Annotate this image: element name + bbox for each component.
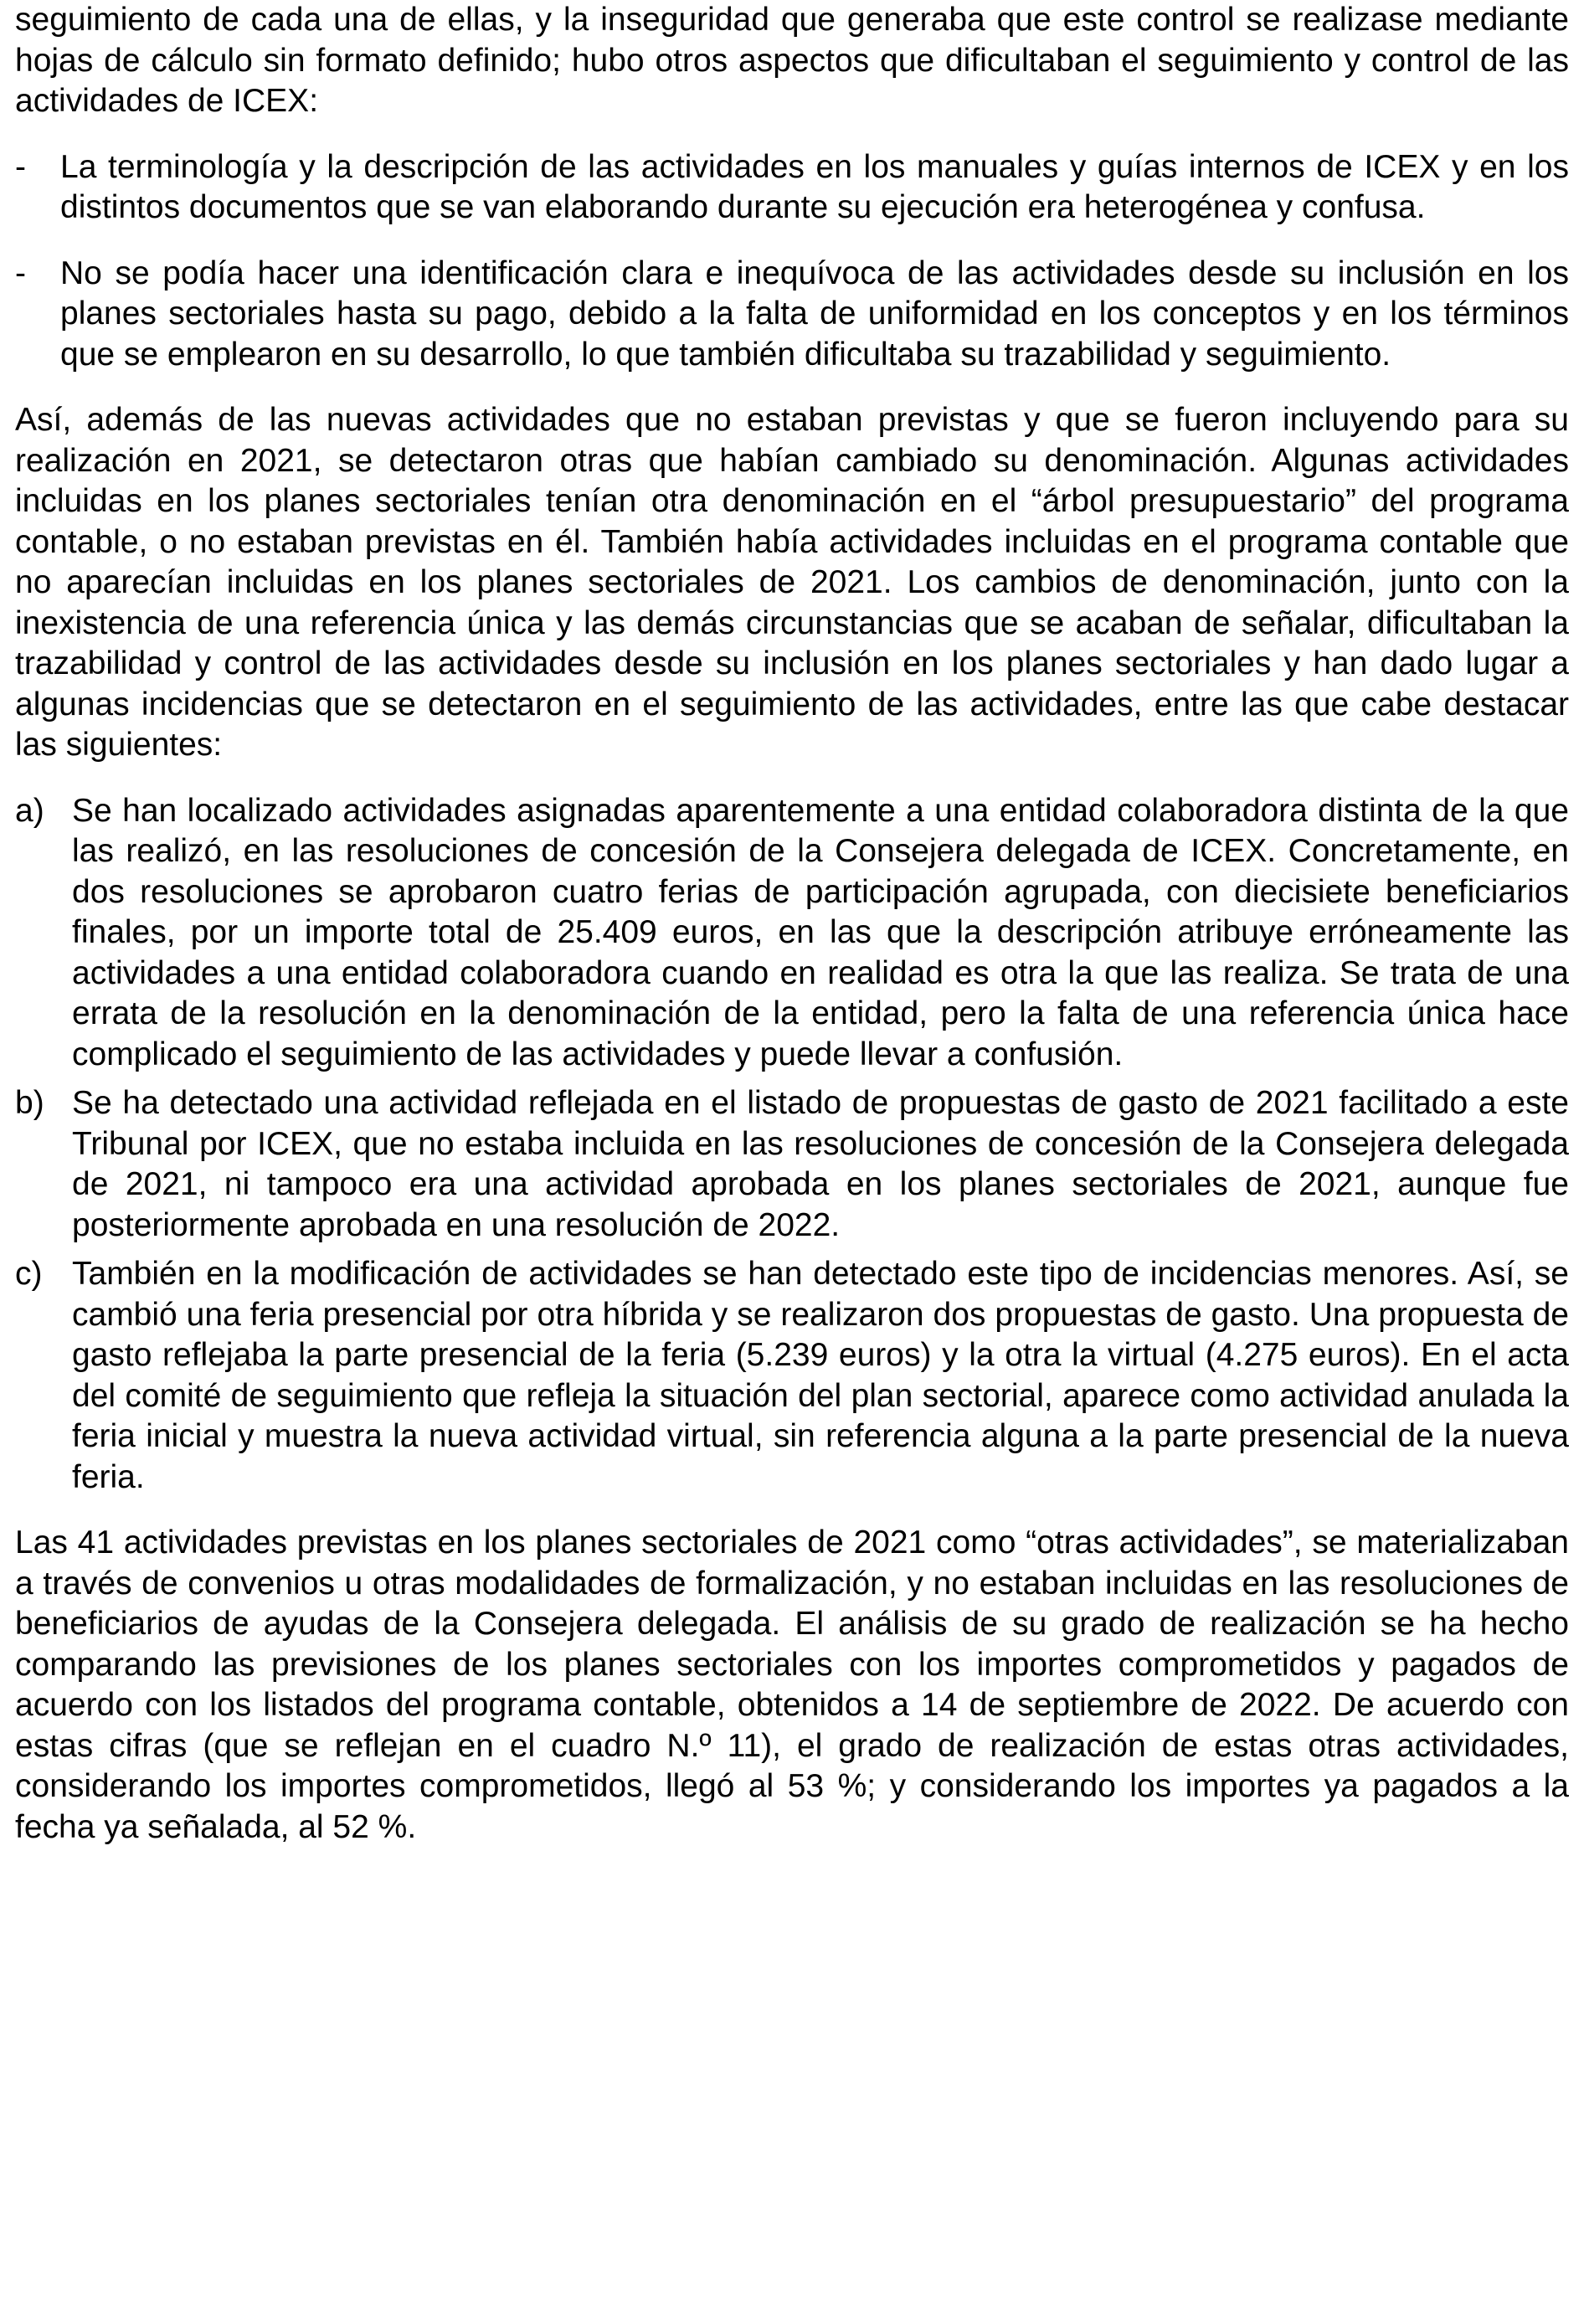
intro-paragraph: seguimiento de cada una de ellas, y la inseguridad que generaba que este control se realizase mediante hojas de cálculo sin formato definido; hubo otros aspectos que dificultaban el seguimiento y control de las actividades de ICEX:	[15, 2, 1569, 119]
list-item-text: También en la modificación de actividades se han detectado este tipo de incidencias menores. Así, se cambió una feria presencial por otra híbrida y se realizaron dos propuestas de gasto. Una propuesta de gasto reflejaba la parte presencial de la feria (5.239 euros) y la otra la virtual (4.275 euros). En el acta del comité de seguimiento que refleja la situación del plan sectorial, aparece como actividad anulada la feria inicial y muestra la nueva actividad virtual, sin referencia alguna a la parte presencial de la nueva feria.	[72, 1256, 1569, 1495]
list-item-c	[15, 1254, 1569, 1498]
list-marker: c)	[15, 1256, 43, 1292]
list-item-b	[15, 1083, 1569, 1246]
list-marker: -	[15, 148, 26, 185]
document-page	[15, 0, 1569, 1848]
body-paragraph-3: Las 41 actividades previstas en los planes sectoriales de 2021 como “otras actividades”, se materializaban a través de convenios u otras modalidades de formalización, y no estaban incluidas en las resoluciones de beneficiarios de ayudas de la Consejera delegada. El análisis de su grado de realización se ha hecho comparando las previsiones de los planes sectoriales con los importes comprometidos y pagados de acuerdo con los listados del programa contable, obtenidos a 14 de septiembre de 2022. De acuerdo con estas cifras (que se reflejan en el cuadro N.º 11), el grado de realización de estas otras actividades, considerando los importes comprometidos, llegó al 53 %; y considerando los importes ya pagados a la fecha ya señalada, al 52 %.	[15, 1524, 1569, 1845]
list-item-text: La terminología y la descripción de las actividades en los manuales y guías internos de ICEX y en los distintos documentos que se van elaborando durante su ejecución era heterogénea y confusa.	[60, 148, 1569, 225]
list-marker: b)	[15, 1085, 44, 1121]
list-item-dash-1	[15, 147, 1569, 229]
list-item-a	[15, 791, 1569, 1076]
list-item-text: Se ha detectado una actividad reflejada en el listado de propuestas de gasto de 2021 facilitado a este Tribunal por ICEX, que no estaba incluida en las resoluciones de concesión de la Consejera delegada de 2021, ni tampoco era una actividad aprobada en los planes sectoriales de 2021, aunque fue posteriormente aprobada en una resolución de 2022.	[72, 1085, 1569, 1243]
list-item-text: No se podía hacer una identificación clara e inequívoca de las actividades desde su inclusión en los planes sectoriales hasta su pago, debido a la falta de uniformidad en los conceptos y en los términos que se emplearon en su desarrollo, lo que también dificultaba su trazabilidad y seguimiento.	[60, 255, 1569, 373]
body-paragraph-2: Así, además de las nuevas actividades que no estaban previstas y que se fueron incluyendo para su realización en 2021, se detectaron otras que habían cambiado su denominación. Algunas actividades incluidas en los planes sectoriales tenían otra denominación en el “árbol presupuestario” del programa contable, o no estaban previstas en él. También había actividades incluidas en el programa contable que no aparecían incluidas en los planes sectoriales de 2021. Los cambios de denominación, junto con la inexistencia de una referencia única y las demás circunstancias que se acaban de señalar, dificultaban la trazabilidad y control de las actividades desde su inclusión en los planes sectoriales y han dado lugar a algunas incidencias que se detectaron en el seguimiento de las actividades, entre las que cabe destacar las siguientes:	[15, 402, 1569, 763]
list-item-text: Se han localizado actividades asignadas aparentemente a una entidad colaboradora distinta de la que las realizó, en las resoluciones de concesión de la Consejera delegada de ICEX. Concretamente, en dos resoluciones se aprobaron cuatro ferias de participación agrupada, con diecisiete beneficiarios finales, por un importe total de 25.409 euros, en las que la descripción atribuye erróneamente las actividades a una entidad colaboradora cuando en realidad es otra la que las realiza. Se trata de una errata de la resolución en la denominación de la entidad, pero la falta de una referencia única hace complicado el seguimiento de las actividades y puede llevar a confusión.	[72, 792, 1569, 1072]
list-marker: a)	[15, 792, 44, 829]
list-item-dash-2	[15, 254, 1569, 376]
list-marker: -	[15, 255, 26, 291]
